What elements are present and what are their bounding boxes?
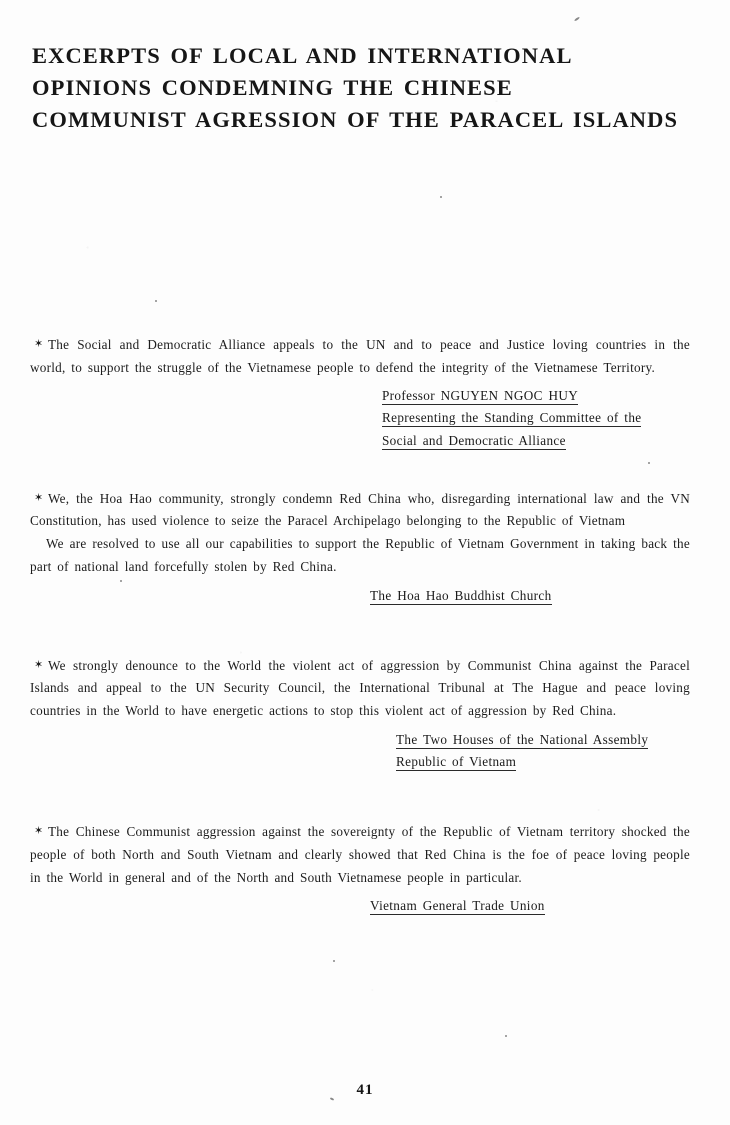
title-line-1: EXCERPTS OF LOCAL AND INTERNATIONAL bbox=[32, 43, 573, 68]
attribution-line-text: Vietnam General Trade Union bbox=[370, 898, 545, 914]
spacer bbox=[30, 633, 690, 655]
attribution-line-text: Representing the Standing Committee of the bbox=[382, 410, 642, 426]
spacer bbox=[30, 799, 690, 821]
excerpt-attribution bbox=[30, 729, 690, 773]
excerpt-attribution bbox=[30, 895, 690, 917]
excerpt-attribution bbox=[30, 385, 690, 452]
excerpt-paragraph bbox=[30, 821, 690, 889]
excerpt-entry bbox=[30, 334, 690, 452]
attribution-line-text: The Two Houses of the National Assembly bbox=[396, 731, 649, 747]
attribution-line-text: The Hoa Hao Buddhist Church bbox=[370, 587, 552, 603]
attribution-line bbox=[382, 407, 690, 429]
scan-speck bbox=[440, 196, 442, 198]
excerpt-entry bbox=[30, 821, 690, 917]
excerpt-paragraph-text: We, the Hoa Hao community, strongly condemn Red China who, disregarding international law and the VN Constitution, has used violence to seize the Paracel Archipelago belonging to the Republic of Vietnam bbox=[30, 490, 690, 529]
scan-speck bbox=[574, 16, 580, 21]
scan-speck bbox=[333, 960, 335, 962]
scan-speck bbox=[155, 300, 157, 302]
attribution-line bbox=[396, 729, 690, 751]
attribution-line bbox=[382, 430, 690, 452]
excerpt-paragraph-text: The Social and Democratic Alliance appeals to the UN and to peace and Justice loving countries in the world, to support the struggle of the Vietnamese people to defend the integrity of the Vietnamese Territory. bbox=[30, 336, 690, 375]
excerpt-paragraph bbox=[30, 334, 690, 379]
document-body bbox=[30, 334, 690, 918]
bullet-icon: ✶ bbox=[34, 491, 44, 504]
excerpt-paragraph-text: We are resolved to use all our capabilities to support the Republic of Vietnam Government in taking back the part of national land forcefully stolen by Red China. bbox=[30, 536, 690, 574]
attribution-line bbox=[382, 385, 690, 407]
excerpt-entry bbox=[30, 488, 690, 607]
bullet-icon: ✶ bbox=[34, 825, 44, 838]
page-number: 41 bbox=[356, 1082, 374, 1098]
excerpt-paragraph bbox=[30, 533, 690, 578]
excerpt-entry bbox=[30, 655, 690, 773]
excerpt-paragraph-text: We strongly denounce to the World the violent act of aggression by Communist China against the Paracel Islands and appeal to the UN Security Council, the International Tribunal at The Hague and peace loving countries in the World to have energetic actions to stop this violent act of aggression by Red China. bbox=[30, 657, 690, 719]
title-line-3: COMMUNIST AGRESSION OF THE PARACEL ISLANDS bbox=[32, 106, 679, 132]
bullet-icon: ✶ bbox=[34, 658, 44, 671]
excerpt-paragraph-text: The Chinese Communist aggression against the sovereignty of the Republic of Vietnam territory shocked the people of both North and South Vietnam and clearly showed that Red China is the foe of peace loving people in the World in general and of the North and South Vietnamese people in particular. bbox=[30, 824, 690, 885]
attribution-line bbox=[396, 751, 690, 773]
bullet-icon: ✶ bbox=[34, 337, 44, 350]
excerpt-paragraph bbox=[30, 655, 690, 723]
attribution-line-text: Republic of Vietnam bbox=[396, 754, 517, 769]
attribution-line-text: Professor NGUYEN NGOC HUY bbox=[382, 388, 579, 404]
excerpt-paragraph bbox=[30, 488, 690, 533]
excerpt-attribution bbox=[30, 585, 690, 607]
attribution-line bbox=[370, 895, 690, 917]
spacer bbox=[30, 478, 690, 488]
page-title bbox=[32, 34, 690, 136]
attribution-line bbox=[370, 585, 690, 607]
scan-speck bbox=[505, 1035, 507, 1037]
title-line-2: OPINIONS CONDEMNING THE CHINESE bbox=[32, 74, 513, 100]
attribution-line-text: Social and Democratic Alliance bbox=[382, 432, 566, 448]
